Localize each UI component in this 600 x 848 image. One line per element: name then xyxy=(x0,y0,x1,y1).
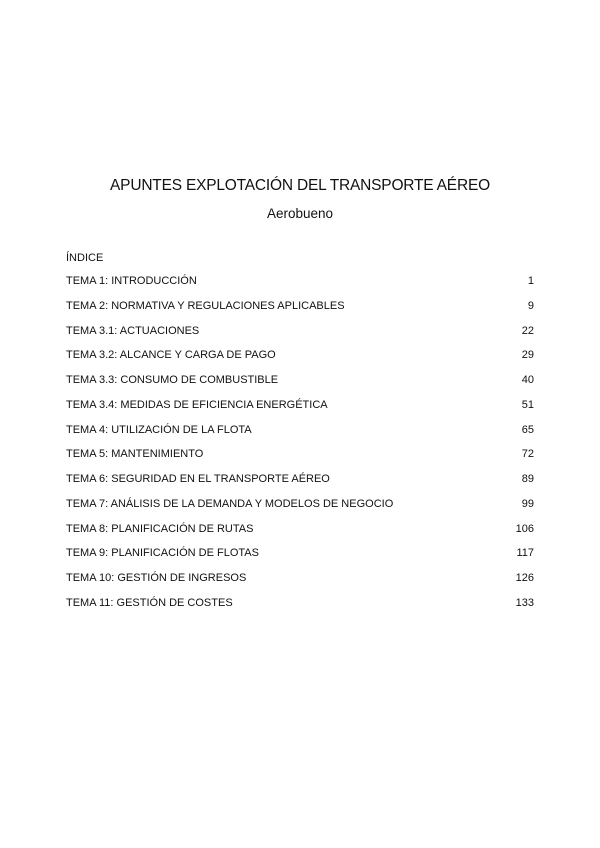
document-title: APUNTES EXPLOTACIÓN DEL TRANSPORTE AÉREO xyxy=(110,177,490,194)
toc-entry[interactable] xyxy=(66,498,534,523)
toc-entry-page: 117 xyxy=(516,547,534,560)
toc-entry-page: 106 xyxy=(515,522,534,535)
toc-entry[interactable] xyxy=(66,523,534,548)
toc-entry-label: TEMA 3.3: CONSUMO DE COMBUSTIBLE xyxy=(66,374,279,386)
toc-entry[interactable] xyxy=(66,547,534,572)
index-heading: ÍNDICE xyxy=(66,252,104,264)
toc-entry[interactable] xyxy=(66,448,534,473)
document-author: Aerobueno xyxy=(266,206,334,221)
toc-entry[interactable] xyxy=(66,424,534,449)
toc-entry-page: 89 xyxy=(521,473,534,485)
toc-entry[interactable] xyxy=(66,275,534,300)
toc-entry-label: TEMA 2: NORMATIVA Y REGULACIONES APLICABLES xyxy=(66,299,345,312)
toc-entry-page: 72 xyxy=(521,448,534,461)
toc-entry-page: 133 xyxy=(515,596,534,609)
toc-entry-page: 40 xyxy=(521,374,534,386)
toc-entry[interactable] xyxy=(66,325,534,350)
toc-entry-label: TEMA 1: INTRODUCCIÓN xyxy=(66,275,197,287)
toc-entry-page: 22 xyxy=(521,324,534,337)
toc-entry-page: 126 xyxy=(515,572,534,584)
toc-entry[interactable] xyxy=(66,349,534,374)
toc-entry[interactable] xyxy=(66,374,534,399)
toc-entry-page: 29 xyxy=(521,349,534,362)
toc-entry-label: TEMA 10: GESTIÓN DE INGRESOS xyxy=(66,572,247,584)
toc-entry-label: TEMA 3.4: MEDIDAS DE EFICIENCIA ENERGÉTICA xyxy=(66,398,328,411)
toc-entry[interactable] xyxy=(66,597,534,622)
toc-entry-label: TEMA 6: SEGURIDAD EN EL TRANSPORTE AÉREO xyxy=(66,473,330,485)
toc-entry-label: TEMA 3.1: ACTUACIONES xyxy=(66,324,200,337)
toc-entry-label: TEMA 8: PLANIFICACIÓN DE RUTAS xyxy=(66,522,254,535)
toc-entry-label: TEMA 7: ANÁLISIS DE LA DEMANDA Y MODELOS DE NEGOCIO xyxy=(66,497,394,510)
toc-entry[interactable] xyxy=(66,300,534,325)
toc-entry-page: 9 xyxy=(527,299,534,312)
toc-entry-label: TEMA 3.2: ALCANCE Y CARGA DE PAGO xyxy=(66,349,276,362)
toc-entry-label: TEMA 5: MANTENIMIENTO xyxy=(66,448,204,461)
toc-entry-page: 99 xyxy=(521,497,534,510)
toc-entry-page: 51 xyxy=(521,398,534,411)
toc-entry-label: TEMA 4: UTILIZACIÓN DE LA FLOTA xyxy=(66,423,252,436)
toc-entry-label: TEMA 9: PLANIFICACIÓN DE FLOTAS xyxy=(66,547,259,560)
table-of-contents xyxy=(66,275,534,622)
toc-entry-page: 1 xyxy=(527,275,534,287)
toc-entry[interactable] xyxy=(66,399,534,424)
toc-entry[interactable] xyxy=(66,473,534,498)
toc-entry-label: TEMA 11: GESTIÓN DE COSTES xyxy=(66,596,233,609)
toc-entry[interactable] xyxy=(66,572,534,597)
toc-entry-page: 65 xyxy=(521,423,534,436)
